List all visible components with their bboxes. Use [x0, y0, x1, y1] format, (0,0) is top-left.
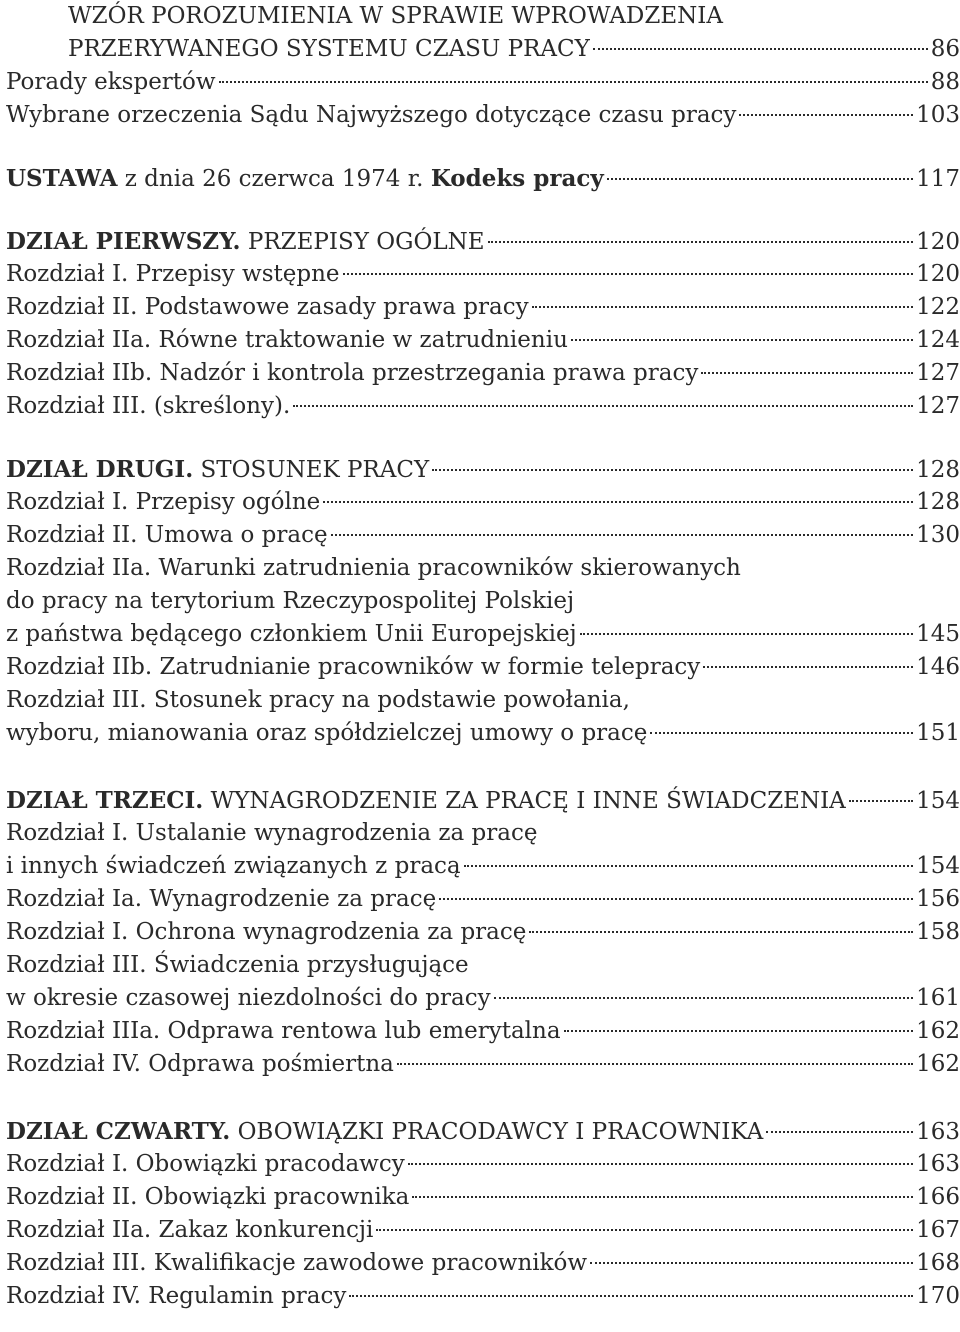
page-number: 163 [916, 1151, 960, 1177]
toc-entry-title [6, 717, 647, 750]
toc-entry-title [6, 883, 436, 916]
toc-title-part: z dnia 26 czerwca 1974 r. [117, 166, 431, 192]
toc-title-part: WYNAGRODZENIE ZA PRACĘ I INNE ŚWIADCZENIA [203, 788, 846, 814]
toc-title-part: PRZERYWANEGO SYSTEMU CZASU PRACY [68, 36, 590, 62]
toc-entry-title [6, 1247, 587, 1280]
toc-entry [6, 225, 960, 258]
page-number: 128 [916, 457, 960, 483]
page-number: 156 [916, 886, 960, 912]
toc-title-bold-part: Kodeks pracy [430, 165, 604, 192]
toc-entry-title [6, 850, 461, 883]
toc-entry [6, 883, 960, 916]
toc-title-bold-part: DZIAŁ TRZECI. [6, 787, 204, 814]
section-spacer [6, 1081, 960, 1115]
toc-entry-title [68, 0, 723, 33]
toc-title-bold-part: USTAWA [6, 165, 118, 192]
toc-title-part: Rozdział IIa. Warunki zatrudnienia pracowników skierowanych [6, 555, 741, 581]
toc-entry-title [6, 357, 698, 390]
page-number: 103 [916, 102, 960, 128]
toc-entry-title [6, 1181, 409, 1214]
toc-title-part: Rozdział II. Podstawowe zasady prawa pracy [6, 294, 529, 320]
toc-entry [6, 1214, 960, 1247]
page-number: 122 [916, 294, 960, 320]
dot-leader [439, 898, 913, 900]
page-number: 128 [916, 489, 960, 515]
section-spacer [6, 750, 960, 784]
toc-title-part: Rozdział IIa. Zakaz konkurencji [6, 1217, 374, 1243]
toc-entry-title [6, 784, 846, 817]
page-number: 168 [916, 1250, 960, 1276]
page-number: 120 [916, 261, 960, 287]
toc-title-part: Rozdział IIb. Zatrudnianie pracowników w formie telepracy [6, 654, 701, 680]
toc-entry [6, 291, 960, 324]
toc-entry-title [6, 390, 290, 423]
toc-title-part: PRZEPISY OGÓLNE [240, 229, 485, 255]
toc-entry [6, 486, 960, 519]
toc-entry-title [6, 949, 469, 982]
toc-entry [6, 1015, 960, 1048]
dot-leader [529, 931, 913, 933]
toc-entry-title [6, 552, 741, 585]
dot-leader [331, 534, 914, 536]
toc-title-part: w okresie czasowej niezdolności do pracy [6, 985, 491, 1011]
toc-title-part: Rozdział I. Ochrona wynagrodzenia za pracę [6, 919, 527, 945]
dot-leader [580, 633, 913, 635]
dot-leader [607, 178, 913, 180]
toc-entry [6, 1148, 960, 1181]
toc-title-part: Rozdział III. Kwalifikacje zawodowe pracowników [6, 1250, 588, 1276]
page-number: 127 [916, 360, 960, 386]
toc-title-part: OBOWIĄZKI PRACODAWCY I PRACOWNIKA [230, 1119, 764, 1145]
toc-entry-title [6, 1148, 405, 1181]
dot-leader [397, 1063, 913, 1065]
dot-leader [494, 997, 913, 999]
table-of-contents [6, 0, 960, 1313]
page-number: 163 [916, 1119, 960, 1145]
toc-entry [6, 99, 960, 132]
toc-entry [6, 784, 960, 817]
toc-entry [6, 949, 960, 982]
toc-title-part: wyboru, mianowania oraz spółdzielczej umowy o pracę [6, 720, 648, 746]
toc-entry [6, 552, 960, 585]
toc-entry-title [6, 585, 574, 618]
page-number: 154 [916, 788, 960, 814]
toc-entry [6, 453, 960, 486]
toc-entry-title [6, 519, 328, 552]
page-number: 145 [916, 621, 960, 647]
toc-entry [6, 258, 960, 291]
toc-title-part: WZÓR POROZUMIENIA W SPRAWIE WPROWADZENIA [68, 3, 723, 29]
toc-entry-title [6, 453, 429, 486]
page-number: 124 [916, 327, 960, 353]
toc-entry-title [6, 982, 491, 1015]
section-spacer [6, 132, 960, 162]
page-number: 161 [916, 985, 960, 1011]
dot-leader [349, 1295, 913, 1297]
page-number: 158 [916, 919, 960, 945]
toc-entry [6, 1048, 960, 1081]
dot-leader [590, 1262, 913, 1264]
page-number: 146 [916, 654, 960, 680]
toc-title-part: Rozdział IV. Odprawa pośmiertna [6, 1051, 394, 1077]
toc-title-part: STOSUNEK PRACY [193, 457, 430, 483]
toc-entry-title [6, 1214, 373, 1247]
toc-entry [6, 651, 960, 684]
page-number: 120 [916, 229, 960, 255]
toc-entry-title [6, 817, 537, 850]
dot-leader [701, 372, 913, 374]
dot-leader [343, 273, 914, 275]
toc-title-part: Rozdział III. (skreślony). [6, 393, 291, 419]
section-spacer [6, 195, 960, 225]
toc-entry-title [6, 99, 736, 132]
dot-leader [488, 241, 914, 243]
toc-title-part: Rozdział IIIa. Odprawa rentowa lub emerytalna [6, 1018, 561, 1044]
dot-leader [593, 48, 928, 50]
toc-entry-title [6, 162, 604, 195]
toc-entry-title [6, 1115, 763, 1148]
toc-entry-title [6, 486, 320, 519]
toc-entry-title [6, 66, 216, 99]
dot-leader [323, 501, 913, 503]
toc-entry-title [6, 651, 700, 684]
page-number: 130 [916, 522, 960, 548]
toc-title-bold-part: DZIAŁ CZWARTY. [6, 1118, 231, 1145]
page-number: 167 [916, 1217, 960, 1243]
toc-title-part: Rozdział II. Umowa o pracę [6, 522, 328, 548]
toc-title-bold-part: DZIAŁ DRUGI. [6, 456, 194, 483]
toc-title-part: Rozdział III. Świadczenia przysługujące [6, 952, 469, 978]
toc-entry-title [68, 33, 590, 66]
toc-entry [6, 162, 960, 195]
dot-leader [849, 800, 913, 802]
toc-title-part: Rozdział III. Stosunek pracy na podstawie powołania, [6, 687, 630, 713]
toc-title-part: Rozdział IIb. Nadzór i kontrola przestrzegania prawa pracy [6, 360, 699, 386]
dot-leader [739, 114, 913, 116]
dot-leader [293, 405, 913, 407]
toc-entry [6, 717, 960, 750]
dot-leader [412, 1196, 913, 1198]
toc-entry-title [6, 291, 529, 324]
toc-title-part: do pracy na terytorium Rzeczypospolitej Polskiej [6, 588, 575, 614]
toc-entry [6, 817, 960, 850]
toc-entry-title [6, 1280, 346, 1313]
toc-entry [6, 519, 960, 552]
dot-leader [408, 1163, 913, 1165]
toc-entry [6, 1247, 960, 1280]
page-number: 170 [916, 1283, 960, 1309]
page-number: 162 [916, 1051, 960, 1077]
toc-title-part: Rozdział I. Obowiązki pracodawcy [6, 1151, 405, 1177]
toc-entry [6, 357, 960, 390]
toc-title-part: Rozdział IIa. Równe traktowanie w zatrudnieniu [6, 327, 568, 353]
toc-entry [6, 916, 960, 949]
page-number: 154 [916, 853, 960, 879]
section-spacer [6, 423, 960, 453]
page-number: 117 [916, 166, 960, 192]
page-number: 127 [916, 393, 960, 419]
toc-entry-title [6, 684, 630, 717]
toc-entry-title [6, 618, 577, 651]
toc-entry-title [6, 324, 568, 357]
toc-title-part: Rozdział IV. Regulamin pracy [6, 1283, 347, 1309]
toc-title-part: Rozdział Ia. Wynagrodzenie za pracę [6, 886, 437, 912]
page-number: 151 [916, 720, 960, 746]
toc-entry [6, 390, 960, 423]
toc-title-part: i innych świadczeń związanych z pracą [6, 853, 461, 879]
toc-entry [6, 585, 960, 618]
dot-leader [376, 1229, 913, 1231]
dot-leader [703, 666, 913, 668]
toc-entry-title [6, 916, 526, 949]
toc-entry-title [6, 225, 485, 258]
dot-leader [571, 339, 913, 341]
toc-entry [6, 33, 960, 66]
toc-title-part: Rozdział I. Ustalanie wynagrodzenia za pracę [6, 820, 538, 846]
toc-title-part: Wybrane orzeczenia Sądu Najwyższego dotyczące czasu pracy [6, 102, 737, 128]
dot-leader [766, 1131, 913, 1133]
toc-entry [6, 324, 960, 357]
page-number: 166 [916, 1184, 960, 1210]
toc-entry [6, 1280, 960, 1313]
dot-leader [532, 306, 914, 308]
dot-leader [464, 865, 913, 867]
toc-title-part: Rozdział I. Przepisy ogólne [6, 489, 321, 515]
dot-leader [219, 81, 928, 83]
toc-entry [6, 66, 960, 99]
page-number: 162 [916, 1018, 960, 1044]
toc-entry [6, 982, 960, 1015]
toc-title-part: Rozdział II. Obowiązki pracownika [6, 1184, 410, 1210]
toc-title-part: Rozdział I. Przepisy wstępne [6, 261, 340, 287]
page-number: 86 [930, 36, 960, 62]
toc-title-part: Porady ekspertów [6, 69, 216, 95]
toc-entry-title [6, 1048, 394, 1081]
page-number: 88 [930, 69, 960, 95]
dot-leader [432, 469, 913, 471]
toc-entry [6, 850, 960, 883]
toc-entry [6, 618, 960, 651]
toc-entry [6, 1115, 960, 1148]
toc-title-part: z państwa będącego członkiem Unii Europejskiej [6, 621, 577, 647]
toc-entry-title [6, 1015, 561, 1048]
dot-leader [650, 732, 913, 734]
toc-title-bold-part: DZIAŁ PIERWSZY. [6, 228, 241, 255]
toc-entry [6, 684, 960, 717]
toc-entry-title [6, 258, 340, 291]
toc-entry [6, 0, 960, 33]
toc-entry [6, 1181, 960, 1214]
dot-leader [564, 1030, 914, 1032]
